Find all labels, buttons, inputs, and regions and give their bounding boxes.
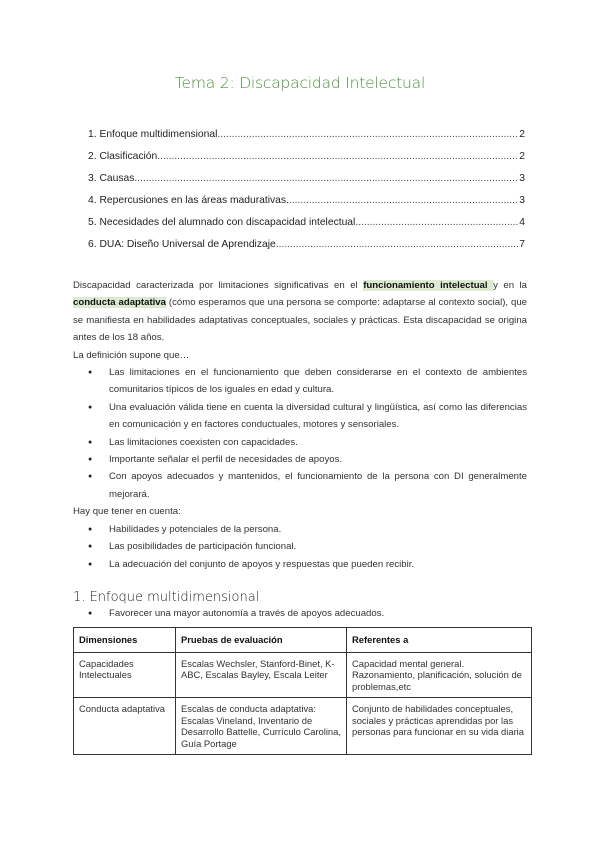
- list-item: ● Con apoyos adecuados y mantenidos, el funcionamiento de la persona con DI generalmente mejorará.: [73, 468, 527, 503]
- intro-text: Discapacidad caracterizada por limitaciones significativas en el: [73, 280, 364, 291]
- consider-lead: Hay que tener en cuenta:: [73, 506, 181, 518]
- toc-page: 3: [519, 195, 525, 206]
- list-item: ● La adecuación del conjunto de apoyos y respuestas que pueden recibir.: [73, 556, 527, 573]
- toc-page: 4: [519, 217, 525, 228]
- toc-label[interactable]: 6. DUA: Diseño Universal de Aprendizaje: [88, 239, 276, 250]
- list-item: ● Habilidades y potenciales de la persona.: [73, 521, 527, 538]
- section-heading: 1. Enfoque multidimensional: [73, 590, 260, 605]
- table-cell: Conducta adaptativa: [74, 698, 176, 755]
- toc-leader: [276, 239, 519, 250]
- highlight-conducta: conducta adaptativa: [73, 297, 166, 309]
- table-cell: Conjunto de habilidades conceptuales, sociales y prácticas aprendidas por las personas para funcionar en su vida diaria: [347, 698, 532, 755]
- list-item: ● Una evaluación válida tiene en cuenta la diversidad cultural y lingüística, así como las diferencias en comunicación y en factores conductuales, motores y sensoriales.: [73, 399, 527, 434]
- list-item: ● Las limitaciones en el funcionamiento que deben considerarse en el contexto de ambientes comunitarios típicos de los iguales en edad y cultura.: [73, 364, 527, 399]
- table-header: Dimensiones: [74, 628, 176, 653]
- toc-label[interactable]: 4. Repercusiones en las áreas madurativas.: [88, 195, 289, 206]
- intro-text: y en la: [493, 280, 527, 291]
- toc-page: 2: [519, 151, 525, 162]
- table-cell: Capacidad mental general. Razonamiento, planificación, solución de problemas,etc: [347, 652, 532, 698]
- toc-entry[interactable]: [88, 151, 525, 173]
- toc-label[interactable]: 3. Causas.: [88, 173, 138, 184]
- toc-entry[interactable]: [88, 239, 525, 261]
- toc-page: 7: [519, 239, 525, 250]
- table-cell: Escalas de conducta adaptativa: Escalas Vineland, Inventario de Desarrollo Battelle, Currículo Carolina, Guía Portage: [176, 698, 347, 755]
- table-header: Referentes a: [347, 628, 532, 653]
- page-title: Tema 2: Discapacidad Intelectual: [174, 74, 426, 92]
- list-item: ● Las posibilidades de participación funcional.: [73, 538, 527, 555]
- toc-entry[interactable]: [88, 195, 525, 217]
- table-row: [74, 652, 532, 698]
- intro-paragraph: [73, 277, 527, 347]
- consider-list: [73, 521, 527, 573]
- intro-text: (cómo esperamos que una persona se comporte: adaptarse al contexto social), que se manifiesta en habilidades adaptativas conceptuales, sociales y prácticas. Esta discapacidad se origina antes de los 18 años.: [73, 297, 527, 344]
- list-item: ● Las limitaciones coexisten con capacidades.: [73, 434, 527, 451]
- body-text: [73, 277, 527, 573]
- toc-label[interactable]: 5. Necesidades del alumnado con discapacidad intelectual: [88, 217, 356, 228]
- list-item: ● Importante señalar el perfil de necesidades de apoyos.: [73, 451, 527, 468]
- toc-leader: [217, 129, 518, 140]
- toc-leader: [289, 195, 518, 206]
- toc-page: 2: [519, 129, 525, 140]
- toc-entry[interactable]: [88, 217, 525, 239]
- definition-lead: La definición supone que…: [73, 349, 190, 361]
- section-bullets: [73, 607, 527, 621]
- toc-entry[interactable]: [88, 129, 525, 151]
- highlight-funcionamiento: funcionamiento intelectual: [363, 280, 494, 291]
- definition-list: [73, 364, 527, 503]
- table-of-contents: [88, 129, 525, 261]
- toc-label[interactable]: 2. Clasificación: [88, 151, 158, 162]
- toc-entry[interactable]: [88, 173, 525, 195]
- toc-leader: [137, 173, 518, 184]
- table-cell: Escalas Wechsler, Stanford-Binet, K-ABC, Escalas Bayley, Escala Leiter: [176, 652, 347, 698]
- table-header-row: [74, 628, 532, 653]
- toc-leader: [355, 217, 518, 228]
- table-row: [74, 698, 532, 755]
- toc-page: 3: [519, 173, 525, 184]
- table-header: Pruebas de evaluación: [176, 628, 347, 653]
- dimensions-table: [73, 627, 532, 755]
- toc-label[interactable]: 1. Enfoque multidimensional: [88, 129, 218, 140]
- list-item: ● Favorecer una mayor autonomía a través de apoyos adecuados.: [73, 607, 527, 621]
- table-cell: Capacidades Intelectuales: [74, 652, 176, 698]
- toc-leader: [157, 151, 518, 162]
